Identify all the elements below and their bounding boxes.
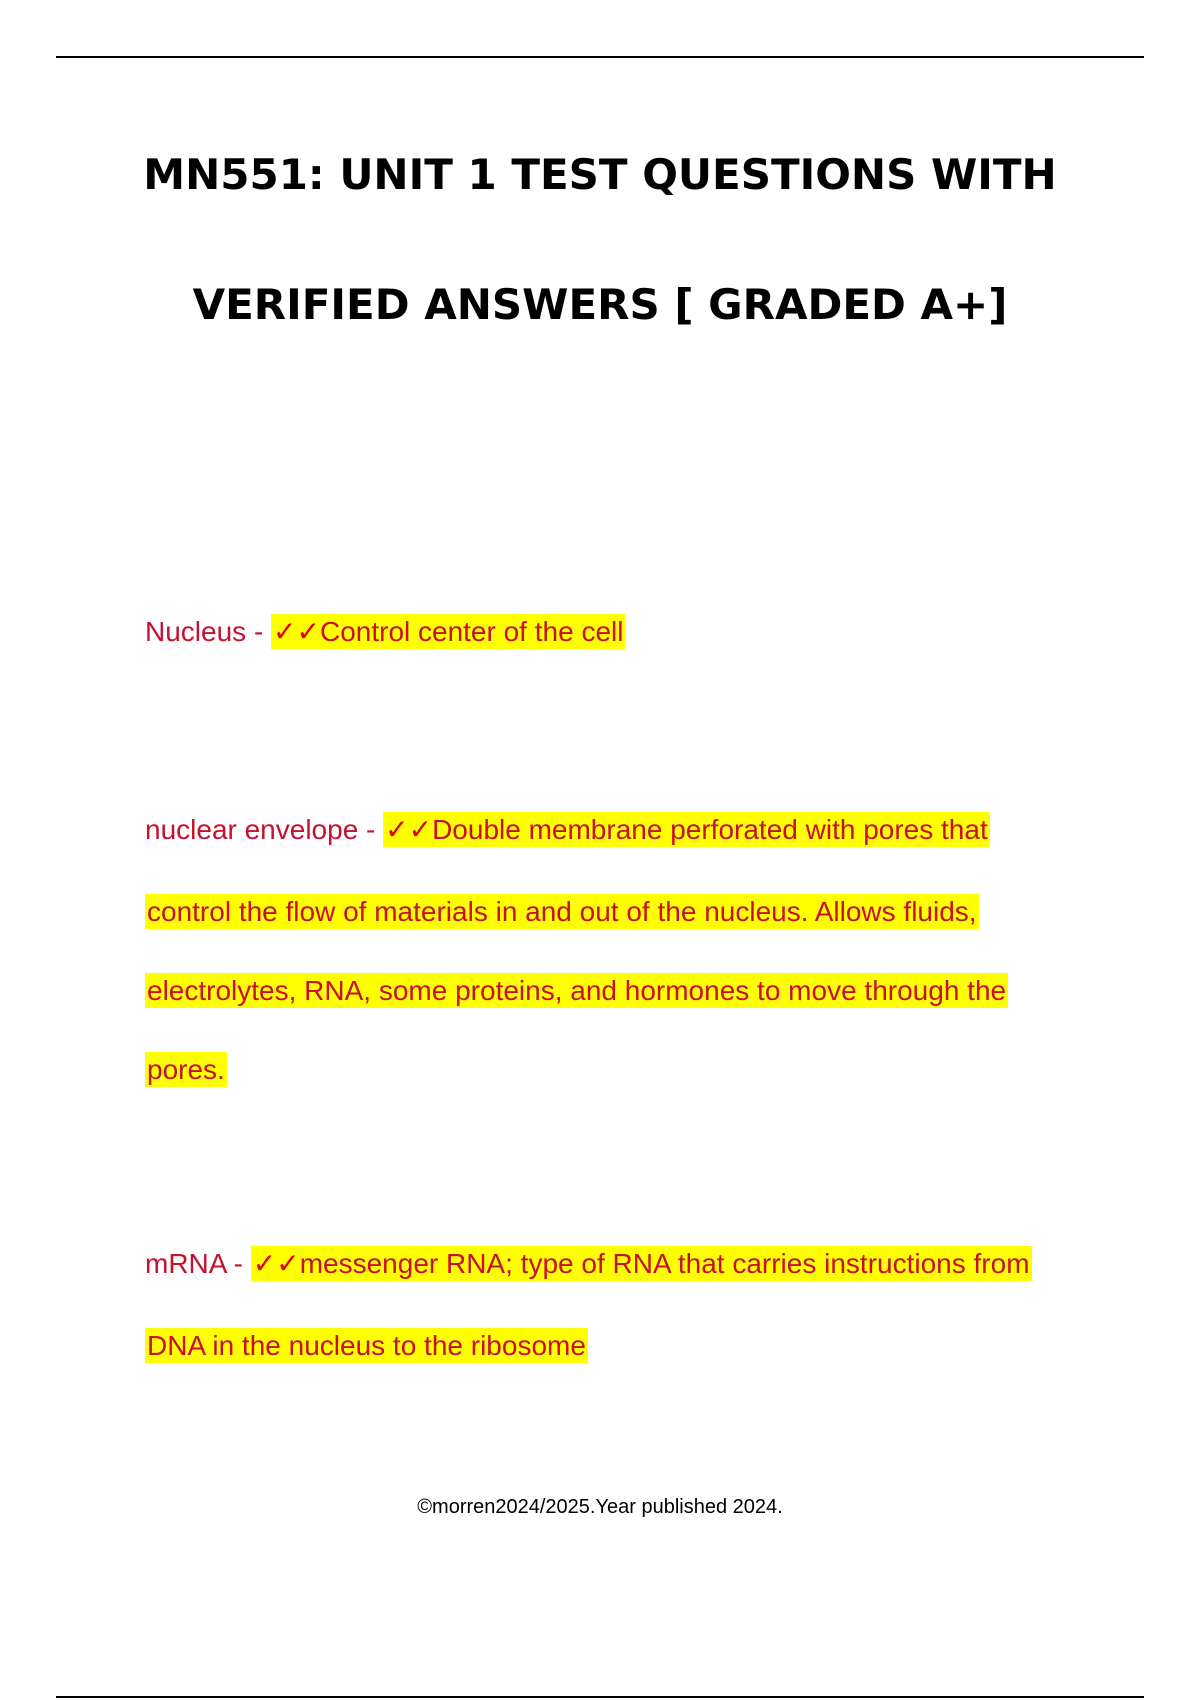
qa-line <box>145 1244 1032 1284</box>
answer-highlight <box>251 1246 1032 1281</box>
answer-text: Control center of the cell <box>319 616 624 647</box>
answer-text: DNA in the nucleus to the ribosome <box>147 1330 586 1361</box>
double-check-icon: ✓✓ <box>385 813 433 846</box>
double-check-icon: ✓✓ <box>273 615 320 648</box>
qa-line <box>145 612 625 652</box>
answer-highlight <box>271 614 625 649</box>
page-title-line-2: VERIFIED ANSWERS [ GRADED A+] <box>192 280 1008 329</box>
page-title-line-1: MN551: UNIT 1 TEST QUESTIONS WITH <box>143 150 1057 199</box>
term-label: Nucleus - <box>145 616 272 647</box>
answer-text: pores. <box>147 1054 225 1085</box>
copyright-footer: ©morren2024/2025.Year published 2024. <box>417 1496 783 1518</box>
qa-line <box>145 1050 227 1090</box>
qa-line <box>145 810 990 850</box>
answer-text: electrolytes, RNA, some proteins, and hormones to move through the <box>147 975 1007 1006</box>
term-label: nuclear envelope - <box>145 814 384 845</box>
term-label: mRNA - <box>145 1248 251 1279</box>
answer-text: control the flow of materials in and out of the nucleus. Allows fluids, <box>147 896 977 927</box>
qa-line <box>145 892 979 932</box>
qa-line <box>145 1326 588 1366</box>
top-rule <box>56 56 1144 58</box>
qa-line <box>145 971 1008 1011</box>
answer-highlight <box>383 812 990 847</box>
bottom-rule <box>56 1696 1144 1698</box>
answer-text: messenger RNA; type of RNA that carries instructions from <box>299 1248 1030 1279</box>
double-check-icon: ✓✓ <box>252 1247 300 1280</box>
answer-text: Double membrane perforated with pores that <box>432 814 988 845</box>
